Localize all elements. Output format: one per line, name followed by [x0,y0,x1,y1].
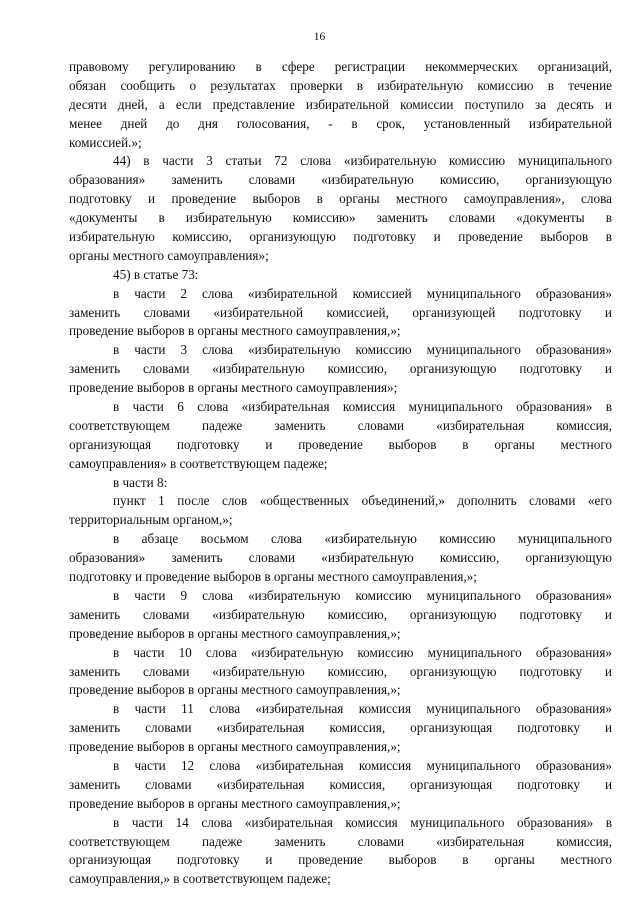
text-line: органы местного самоуправления»; [69,247,269,263]
text-line: в части 8: [113,474,168,490]
document-body [69,58,612,889]
text-line: в части 3 слова «избирательную комиссию муниципального образования» [113,342,612,358]
paragraph [69,492,612,530]
text-line: организующая подготовку и проведение выборов в органы местного [69,436,612,452]
text-line: в части 11 слова «избирательная комиссия муниципального образования» [113,701,612,717]
page-number: 16 [313,31,326,43]
text-line: десяти дней, а если представление избирательной комиссии поступило за десять и [69,96,612,112]
text-line: проведение выборов в органы местного самоуправления,»; [69,739,401,755]
text-line: проведение выборов в органы местного самоуправления,»; [69,795,401,811]
text-line: заменить словами «избирательной комиссией, организующей подготовку и [69,304,612,320]
text-line: менее дней до дня голосования, - в срок, установленный избирательной [69,115,612,131]
text-line: комиссией.»; [69,134,142,150]
text-line: организующая подготовку и проведение выборов в органы местного [69,852,612,868]
text-line: обязан сообщить о результатах проверки в избирательную комиссию в течение [69,77,612,93]
text-line: правовому регулированию в сфере регистрации некоммерческих организаций, [69,59,612,74]
text-line: проведение выборов в органы местного самоуправления,»; [69,323,401,339]
text-line: в части 6 слова «избирательная комиссия муниципального образования» в [113,399,612,415]
text-line: образования» заменить словами «избирательную комиссию, организующую [69,550,612,566]
text-line: территориальным органом,»; [69,512,233,528]
text-line: пункт 1 после слов «общественных объединений,» дополнить словами «его [113,493,612,509]
text-line: в части 2 слова «избирательной комиссией муниципального образования» [113,285,612,301]
paragraph [69,398,612,474]
paragraph [69,814,612,890]
text-line: проведение выборов в органы местного самоуправления,»; [69,682,401,698]
text-line: 44) в части 3 статьи 72 слова «избирательную комиссию муниципального [113,153,612,169]
paragraph [69,285,612,342]
text-line: заменить словами «избирательную комиссию, организующую подготовку и [69,361,612,377]
paragraph [69,757,612,814]
text-line: заменить словами «избирательную комиссию, организующую подготовку и [69,606,612,622]
text-line: заменить словами «избирательная комиссия, организующая подготовку и [69,720,612,736]
paragraph [69,58,612,152]
paragraph [69,152,612,265]
text-line: заменить словами «избирательную комиссию, организующую подготовку и [69,663,612,679]
paragraph [69,587,612,644]
text-line: подготовку и проведение выборов в органы местного самоуправления», слова [69,191,612,207]
text-line: «документы в избирательную комиссию» заменить словами «документы в [69,210,612,226]
paragraph [69,530,612,587]
text-line: проведение выборов в органы местного самоуправления»; [69,380,398,396]
paragraph [69,700,612,757]
text-line: в части 14 слова «избирательная комиссия муниципального образования» в [113,814,612,830]
text-line: самоуправления,» в соответствующем падеже; [69,871,331,887]
text-line: соответствующем падеже заменить словами «избирательная комиссия, [69,833,612,849]
text-line: 45) в статье 73: [113,266,199,282]
paragraph [69,341,612,398]
text-line: в абзаце восьмом слова «избирательную комиссию муниципального [113,531,612,547]
paragraph [69,644,612,701]
text-line: в части 10 слова «избирательную комиссию муниципального образования» [113,644,612,660]
text-line: образования» заменить словами «избирательную комиссию, организующую [69,172,612,188]
paragraph [69,474,612,493]
text-line: подготовку и проведение выборов в органы местного самоуправления,»; [69,569,477,585]
text-line: заменить словами «избирательная комиссия, организующая подготовку и [69,776,612,792]
text-line: в части 9 слова «избирательную комиссию муниципального образования» [113,587,612,603]
text-line: в части 12 слова «избирательная комиссия муниципального образования» [113,757,612,773]
text-line: избирательную комиссию, организующую подготовку и проведение выборов в [69,229,612,245]
paragraph [69,266,612,285]
text-line: проведение выборов в органы местного самоуправления,»; [69,625,401,641]
text-line: соответствующем падеже заменить словами «избирательная комиссия, [69,417,612,433]
text-line: самоуправления» в соответствующем падеже; [69,455,328,471]
